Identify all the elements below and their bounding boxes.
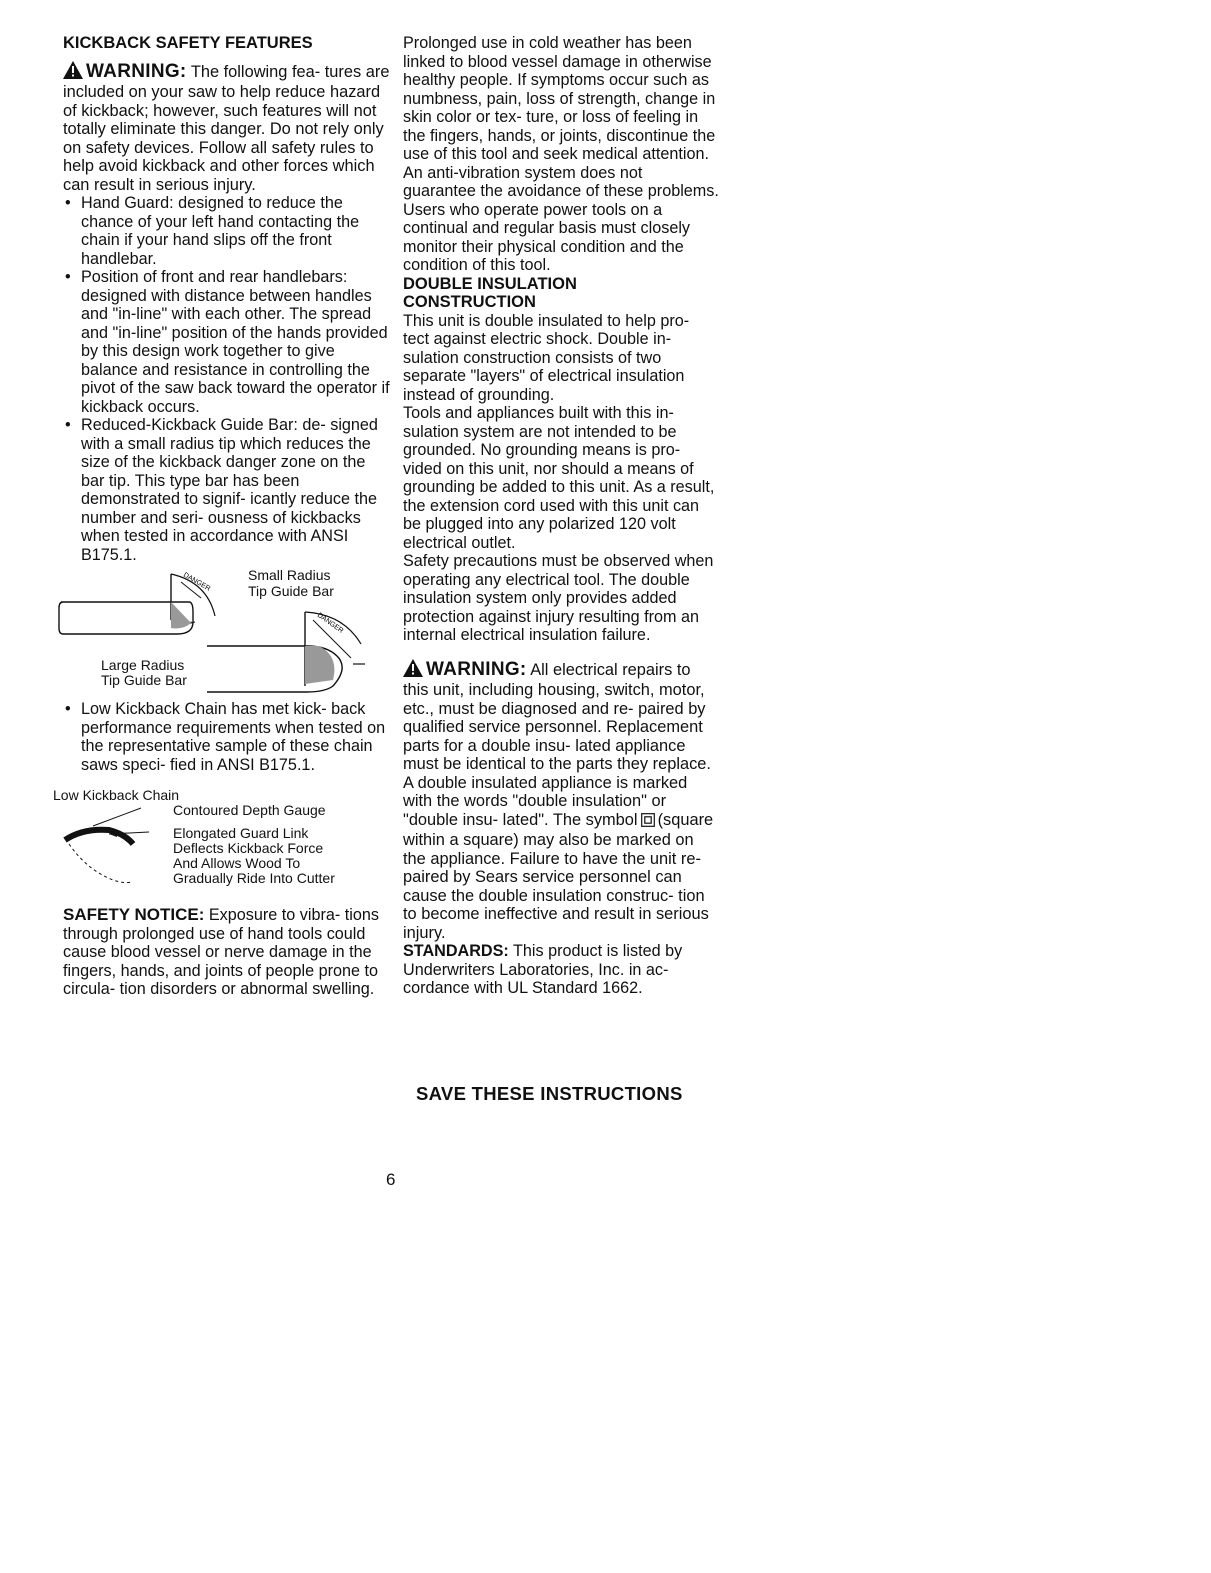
small-radius-label-2: Tip Guide Bar bbox=[248, 583, 334, 599]
safety-notice-label: SAFETY NOTICE: bbox=[63, 905, 205, 924]
small-radius-label: Small Radius bbox=[248, 567, 331, 583]
kickback-heading: KICKBACK SAFETY FEATURES bbox=[63, 34, 313, 52]
guard-link-label-2: Deflects Kickback Force bbox=[173, 840, 324, 856]
list-item: • Low Kickback Chain has met kick- back performance requirements when tested on the representative sample of these chain saws speci- fied in ANSI B175.1. bbox=[63, 700, 393, 774]
warning-text-a: All electrical repairs to this unit, including housing, switch, motor, etc., must be diagnosed and re- paired by qualified service personnel. Replacement parts for a double insu- lated appliance must be identical to the parts they replace. A double insulated appliance is marked with the words "double insulation" or "double insu- lated". The symbol bbox=[403, 660, 711, 829]
danger-zone-label-2: DANGER bbox=[315, 611, 345, 635]
double-insulation-paragraph-1: This unit is double insulated to help pro- tect against electric shock. Double in- sulation construction consists of two separate "layers" of electrical insulation instead of grounding. bbox=[403, 311, 690, 404]
warning-triangle-icon bbox=[63, 61, 83, 84]
warning-triangle-icon bbox=[403, 659, 423, 682]
warning-text: The following fea- tures are included on your saw to help reduce hazard of kickback; however, such features will not totally eliminate this danger. Do not rely only on safety devices. Follow all safety rules to help avoid kickback and other forces which can result in serious injury. bbox=[63, 62, 390, 194]
guard-link-label-3: And Allows Wood To bbox=[173, 855, 301, 871]
standards-text: This product is listed by Underwriters Laboratories, Inc. in ac- cordance with UL Standard 1662. bbox=[403, 942, 683, 997]
chain-figure-title: Low Kickback Chain bbox=[53, 787, 180, 803]
double-insulation-symbol-icon bbox=[641, 813, 655, 832]
chain-diagram bbox=[53, 800, 163, 900]
list-item: • Hand Guard: designed to reduce the chance of your left hand contacting the chain if your hand slips off the front handlebar. bbox=[63, 194, 393, 268]
standards-paragraph bbox=[403, 942, 719, 998]
list-item: • Reduced-Kickback Guide Bar: de- signed with a small radius tip which reduces the size of the kickback danger zone on the bar tip. This type bar has been demonstrated to signif- icantly reduce the number and seri- ousness of kickbacks when tested in accordance with ANSI B175.1. bbox=[63, 416, 393, 564]
cold-weather-paragraph: Prolonged use in cold weather has been linked to blood vessel damage in otherwise healthy people. If symptoms occur such as numbness, pain, loss of strength, change in skin color or tex- ture, or loss of feeling in the fingers, hands, or joints, discontinue the use of this tool and seek medical attention. An anti-vibration system does not guarantee the avoidance of these problems. Users who operate power tools on a continual and regular basis must closely monitor their physical condition and the condition of this tool. bbox=[403, 34, 719, 274]
list-item: • Position of front and rear handlebars: designed with distance between handles and "in-line" with each other. The spread and "in-line" position of the hands provided by this design work together to give balance and resistance in controlling the pivot of the saw back toward the operator if kickback occurs. bbox=[63, 268, 393, 416]
warning-text-b: (square within a square) may also be marked on the appliance. Failure to have the unit re- paired by Sears service personnel can cause the double insulation construc- tion to become ineffective and result in serious injury. bbox=[403, 810, 714, 942]
standards-label: STANDARDS: bbox=[403, 942, 509, 960]
kickback-warning bbox=[63, 61, 393, 195]
safety-notice bbox=[63, 906, 393, 999]
large-radius-label-2: Tip Guide Bar bbox=[101, 672, 187, 688]
double-insulation-heading-2: CONSTRUCTION bbox=[403, 293, 536, 311]
warning-label: WARNING: bbox=[86, 60, 187, 82]
low-kickback-list bbox=[63, 700, 393, 774]
right-column bbox=[403, 34, 719, 998]
safety-notice-text: Exposure to vibra- tions through prolonged use of hand tools could cause blood vessel or nerve damage in the fingers, hands, and joints of people prone to circula- tion disorders or abnormal swelling. bbox=[63, 906, 379, 998]
double-insulation-heading-1: DOUBLE INSULATION bbox=[403, 274, 577, 293]
double-insulation-paragraph-2: Tools and appliances built with this in- sulation system are not intended to be grounded. No grounding means is pro- vided on this unit, nor should a means of grounding be added to this unit. As a result, the extension cord used with this unit can be plugged into any polarized 120 volt electrical outlet. bbox=[403, 404, 715, 552]
kickback-feature-list bbox=[63, 194, 393, 564]
low-kickback-chain-figure bbox=[53, 788, 393, 906]
guide-bar-figure bbox=[63, 568, 393, 696]
page-number: 6 bbox=[386, 1170, 396, 1189]
danger-zone-label: DANGER bbox=[182, 571, 212, 593]
depth-gauge-label: Contoured Depth Gauge bbox=[173, 802, 326, 818]
guard-link-label-4: Gradually Ride Into Cutter bbox=[173, 870, 335, 886]
large-radius-label: Large Radius bbox=[101, 657, 185, 673]
double-insulation-paragraph-3: Safety precautions must be observed when operating any electrical tool. The double insulation system only provides added protection against injury resulting from an internal electrical insulation failure. bbox=[403, 552, 714, 644]
warning-label: WARNING: bbox=[426, 658, 527, 680]
left-column bbox=[53, 34, 393, 999]
guard-link-label-1: Elongated Guard Link bbox=[173, 825, 309, 841]
electrical-repairs-warning bbox=[403, 659, 719, 943]
save-instructions: SAVE THESE INSTRUCTIONS bbox=[416, 1083, 683, 1104]
